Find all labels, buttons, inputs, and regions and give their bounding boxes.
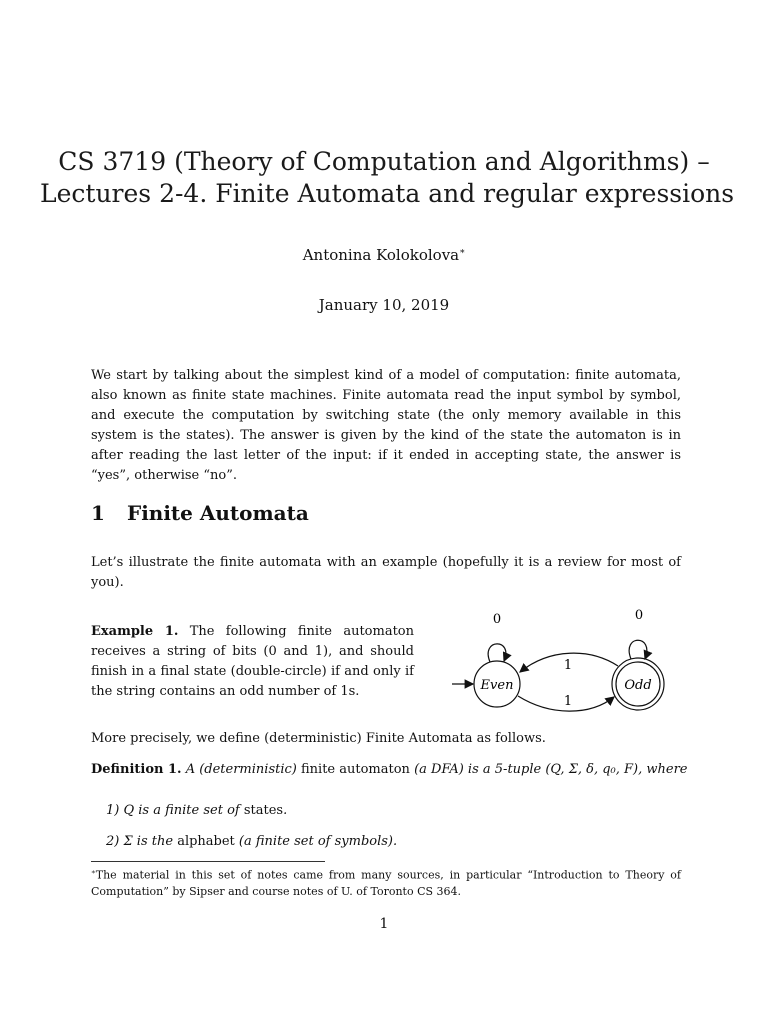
definition-part-2: (a DFA) is a 5-tuple	[409, 762, 546, 777]
definition-intro: More precisely, we define (deterministic) Finite Automata as follows.	[91, 731, 546, 746]
edge-even-to-odd-label: 1	[563, 694, 573, 709]
paper-title	[40, 146, 735, 210]
list-tail: .	[283, 803, 288, 818]
abstract-paragraph: We start by talking about the simplest kind of a model of computation: finite automata, also known as finite state machines. Finite automata read the input symbol by symbol, and execute the computation by switching state (the only memory available in this system is the states). The answer is given by the kind of the state the automaton is in after reading the last letter of the input: if it ended in accepting state, the answer is “yes”, otherwise “no”.	[91, 368, 681, 483]
definition-tuple: (Q, Σ, δ, q₀, F),	[545, 762, 643, 777]
loop-odd-label: 0	[634, 608, 644, 623]
page-number: 1	[379, 916, 389, 932]
intro-paragraph: Let’s illustrate the finite automata with an example (hopefully it is a review for most of you).	[91, 555, 681, 590]
list-italic-text: Σ is the	[119, 834, 178, 849]
footnote-rule	[91, 861, 325, 862]
state-odd-label: Odd	[624, 678, 652, 693]
loop-even	[488, 644, 506, 662]
list-marker: 1)	[106, 803, 120, 818]
definition-1	[91, 760, 691, 780]
list-term: alphabet	[177, 834, 235, 849]
definition-label: Definition 1.	[91, 762, 182, 777]
example-label: Example 1.	[91, 624, 179, 639]
footnote-text: The material in this set of notes came from many sources, in particular “Introduction to Theory of Computation” by Sipser and course notes of U. of Toronto CS 364.	[91, 868, 681, 898]
footnote-mark: ∗	[91, 868, 96, 876]
definition-part-1: A (deterministic)	[181, 762, 301, 777]
title-line-1: CS 3719 (Theory of Computation and Algorithms) –	[58, 147, 710, 176]
edge-odd-to-even-label: 1	[563, 658, 573, 673]
author	[40, 246, 728, 264]
section-number: 1	[91, 501, 105, 525]
example-paragraph	[91, 622, 414, 702]
list-marker: 2)	[106, 834, 120, 849]
list-tail: (a finite set of symbols).	[234, 834, 398, 849]
author-name: Antonina Kolokolova	[302, 246, 460, 264]
definition-term: finite automaton	[301, 762, 410, 777]
list-item	[106, 832, 397, 852]
state-even-label: Even	[480, 678, 514, 693]
example-text: The following finite automaton receives a string of bits (0 and 1), and should finish in a final state (double-circle) if and only if the string contains an odd number of 1s.	[91, 624, 414, 699]
automaton-diagram	[440, 598, 680, 718]
list-italic-text: Q is a finite set of	[119, 803, 244, 818]
loop-odd	[629, 640, 647, 659]
list-term: states	[243, 803, 284, 818]
footnote	[91, 864, 681, 900]
section-heading	[91, 501, 309, 525]
loop-even-label: 0	[492, 612, 502, 627]
section-title: Finite Automata	[127, 501, 309, 525]
author-footnote-mark: ∗	[459, 247, 466, 257]
title-line-2: Lectures 2-4. Finite Automata and regular expressions	[40, 179, 735, 208]
date: January 10, 2019	[318, 296, 450, 314]
list-item	[106, 801, 287, 821]
definition-part-3: where	[642, 762, 688, 777]
